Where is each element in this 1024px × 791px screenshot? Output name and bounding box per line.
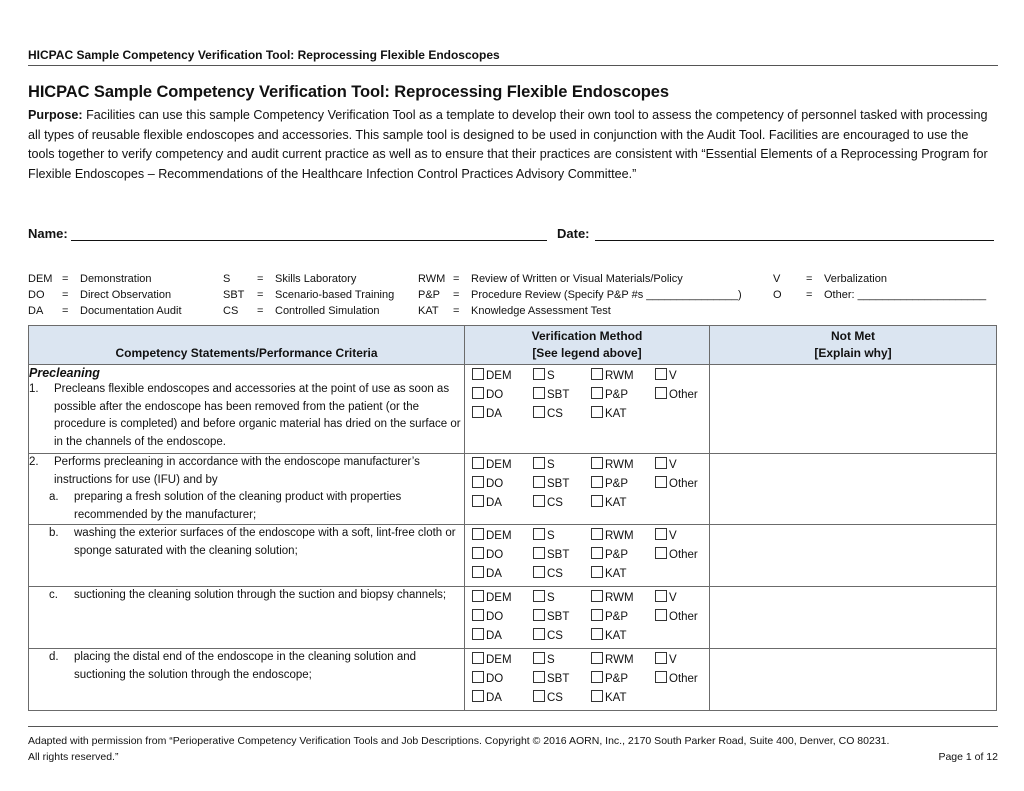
purpose-paragraph — [28, 106, 998, 184]
checkbox-icon — [533, 528, 545, 540]
checkbox-icon — [591, 547, 603, 559]
table-row — [29, 649, 997, 711]
legend-eq: = — [257, 305, 264, 317]
checkbox-icon — [533, 566, 545, 578]
method-checkbox-dem[interactable]: DEM — [472, 456, 533, 475]
section-heading: Precleaning — [29, 366, 100, 380]
method-checkbox-v[interactable]: V — [655, 367, 715, 386]
purpose-text: Facilities can use this sample Competency Verification Tool as a template to develop their own tool to assess the competency of personnel tasked with processing all types of reusable flexible endoscopes and accessories. This sample tool is designed to be used in conjunction with the Audit Tool. Facilities are encouraged to use the tools together to verify competency and audit current practice as well as to ensure that their practices are consistent with “Essential Elements of a Reprocessing Program for Flexible Endoscopes – Recommendations of the Healthcare Infection Control Practices Advisory Committee.” — [28, 108, 988, 181]
method-checkbox-cs[interactable]: CS — [533, 565, 591, 584]
checkbox-icon — [655, 609, 667, 621]
method-checkbox-sbt[interactable]: SBT — [533, 546, 591, 565]
checkbox-icon — [591, 609, 603, 621]
legend-abbr: S — [223, 273, 231, 285]
legend-abbr: CS — [223, 305, 239, 317]
method-checkbox-pp[interactable]: P&P — [591, 386, 655, 405]
table-row — [29, 454, 997, 525]
checkbox-icon — [472, 609, 484, 621]
checkbox-icon — [533, 476, 545, 488]
checkbox-icon — [472, 566, 484, 578]
method-checkbox-pp[interactable]: P&P — [591, 546, 655, 565]
method-options — [465, 587, 709, 646]
legend-eq: = — [257, 273, 264, 285]
legend-abbr: KAT — [418, 305, 439, 317]
criteria-cell — [29, 649, 465, 711]
checkbox-icon — [533, 368, 545, 380]
checkbox-icon — [472, 387, 484, 399]
method-checkbox-do[interactable]: DO — [472, 608, 533, 627]
method-checkbox-s[interactable]: S — [533, 527, 591, 546]
checkbox-icon — [472, 671, 484, 683]
method-cell — [465, 525, 710, 587]
method-checkbox-s[interactable]: S — [533, 367, 591, 386]
legend-eq: = — [62, 273, 69, 285]
table-header-row — [29, 326, 997, 365]
method-cell — [465, 649, 710, 711]
method-cell — [465, 454, 710, 525]
method-checkbox-da[interactable]: DA — [472, 627, 533, 646]
legend-desc: Verbalization — [824, 273, 887, 285]
method-checkbox-kat[interactable]: KAT — [591, 565, 655, 584]
checkbox-icon — [472, 652, 484, 664]
legend-eq: = — [62, 305, 69, 317]
checkbox-icon — [655, 457, 667, 469]
method-options — [465, 525, 709, 584]
legend-eq: = — [453, 289, 460, 301]
checkbox-icon — [591, 457, 603, 469]
page-number: Page 1 of 12 — [938, 751, 998, 763]
method-legend — [28, 271, 1008, 319]
method-checkbox-kat[interactable]: KAT — [591, 627, 655, 646]
competency-table — [28, 325, 997, 711]
criteria-cell — [29, 587, 465, 649]
checkbox-icon — [655, 547, 667, 559]
legend-row — [28, 287, 1008, 303]
method-checkbox-rwm[interactable]: RWM — [591, 456, 655, 475]
checkbox-icon — [655, 528, 667, 540]
method-checkbox-v[interactable]: V — [655, 527, 715, 546]
method-checkbox-dem[interactable]: DEM — [472, 527, 533, 546]
method-checkbox-v[interactable]: V — [655, 456, 715, 475]
checkbox-icon — [472, 368, 484, 380]
checkbox-icon — [472, 628, 484, 640]
date-input-line[interactable] — [595, 240, 994, 241]
method-checkbox-cs[interactable]: CS — [533, 405, 591, 424]
checkbox-icon — [472, 406, 484, 418]
checkbox-icon — [472, 528, 484, 540]
table-row — [29, 365, 997, 454]
legend-eq: = — [806, 273, 813, 285]
method-checkbox-da[interactable]: DA — [472, 405, 533, 424]
method-checkbox-sbt[interactable]: SBT — [533, 475, 591, 494]
checkbox-icon — [591, 628, 603, 640]
checkbox-icon — [533, 547, 545, 559]
legend-abbr: DEM — [28, 273, 53, 285]
checkbox-icon — [591, 406, 603, 418]
checkbox-icon — [472, 547, 484, 559]
name-input-line[interactable] — [71, 240, 547, 241]
method-checkbox-other[interactable]: Other — [655, 608, 715, 627]
method-checkbox-dem[interactable]: DEM — [472, 589, 533, 608]
method-checkbox-rwm[interactable]: RWM — [591, 367, 655, 386]
legend-abbr: O — [773, 289, 782, 301]
method-checkbox-kat[interactable]: KAT — [591, 405, 655, 424]
checkbox-icon — [591, 495, 603, 507]
checkbox-icon — [533, 609, 545, 621]
name-date-fields — [28, 226, 998, 244]
checkbox-icon — [472, 495, 484, 507]
notmet-cell[interactable] — [710, 525, 997, 587]
criterion-subitem: c. suctioning the cleaning solution through the suction and biopsy channels; — [49, 589, 447, 601]
legend-desc: Knowledge Assessment Test — [471, 305, 611, 317]
legend-eq: = — [62, 289, 69, 301]
method-options — [465, 649, 709, 708]
checkbox-icon — [533, 387, 545, 399]
method-checkbox-s[interactable]: S — [533, 589, 591, 608]
checkbox-icon — [591, 671, 603, 683]
criterion-subitem: a. preparing a fresh solution of the cleaning product with properties recommended by the manufacturer; — [49, 491, 402, 521]
method-checkbox-dem[interactable]: DEM — [472, 367, 533, 386]
criterion-item: 2. Performs precleaning in accordance with the endoscope manufacturer’s instructions for use (IFU) and by — [29, 456, 420, 486]
legend-abbr: P&P — [418, 289, 441, 301]
criteria-cell — [29, 454, 465, 525]
method-checkbox-da[interactable]: DA — [472, 494, 533, 513]
method-checkbox-kat[interactable]: KAT — [591, 689, 655, 708]
footer-divider — [28, 726, 998, 727]
method-checkbox-rwm[interactable]: RWM — [591, 651, 655, 670]
date-label: Date: — [557, 226, 590, 241]
document-title: HICPAC Sample Competency Verification Tool: Reprocessing Flexible Endoscopes — [28, 83, 669, 101]
checkbox-icon — [472, 476, 484, 488]
criterion-item: 1. Precleans flexible endoscopes and accessories at the point of use as soon as possible after the endoscope has been removed from the patient (or the procedure is completed) and before organic material has dried on the surface or in the channels of the endoscope. — [29, 383, 461, 448]
legend-desc: Demonstration — [80, 273, 152, 285]
method-cell — [465, 365, 710, 454]
checkbox-icon — [533, 457, 545, 469]
checkbox-icon — [472, 457, 484, 469]
method-checkbox-v[interactable]: V — [655, 651, 715, 670]
method-checkbox-da[interactable]: DA — [472, 565, 533, 584]
legend-eq: = — [453, 273, 460, 285]
checkbox-icon — [472, 690, 484, 702]
method-checkbox-do[interactable]: DO — [472, 475, 533, 494]
legend-abbr: RWM — [418, 273, 446, 285]
method-checkbox-dem[interactable]: DEM — [472, 651, 533, 670]
legend-desc: Scenario-based Training — [275, 289, 395, 301]
checkbox-icon — [533, 671, 545, 683]
method-checkbox-cs[interactable]: CS — [533, 689, 591, 708]
criteria-cell — [29, 365, 465, 454]
header-divider — [28, 65, 998, 66]
checkbox-icon — [655, 671, 667, 683]
method-checkbox-s[interactable]: S — [533, 456, 591, 475]
method-checkbox-pp[interactable]: P&P — [591, 608, 655, 627]
legend-desc: Review of Written or Visual Materials/Policy — [471, 273, 683, 285]
criteria-header: Competency Statements/Performance Criteria — [29, 326, 465, 365]
checkbox-icon — [533, 590, 545, 602]
checkbox-icon — [591, 590, 603, 602]
criterion-subitem: d. placing the distal end of the endoscope in the cleaning solution and suctioning the solution through the endoscope; — [49, 651, 417, 681]
checkbox-icon — [591, 566, 603, 578]
checkbox-icon — [533, 628, 545, 640]
notmet-cell[interactable] — [710, 365, 997, 454]
notmet-cell[interactable] — [710, 454, 997, 525]
method-checkbox-other[interactable]: Other — [655, 386, 715, 405]
checkbox-icon — [591, 476, 603, 488]
checkbox-icon — [655, 476, 667, 488]
legend-eq: = — [257, 289, 264, 301]
checkbox-icon — [533, 652, 545, 664]
legend-row — [28, 271, 1008, 287]
checkbox-icon — [655, 590, 667, 602]
legend-abbr: SBT — [223, 289, 245, 301]
method-checkbox-other[interactable]: Other — [655, 546, 715, 565]
footer-citation: Adapted with permission from “Perioperative Competency Verification Tools and Job Descriptions. Copyright © 2016 AORN, Inc., 2170 South Parker Road, Suite 400, Denver, CO 80231. — [28, 735, 890, 747]
method-options — [465, 365, 709, 424]
legend-desc: Procedure Review (Specify P&P #s _______________) — [471, 289, 742, 301]
checkbox-icon — [533, 406, 545, 418]
legend-abbr: V — [773, 273, 781, 285]
method-checkbox-other[interactable]: Other — [655, 670, 715, 689]
method-checkbox-do[interactable]: DO — [472, 386, 533, 405]
method-checkbox-cs[interactable]: CS — [533, 494, 591, 513]
criterion-subitem: b. washing the exterior surfaces of the endoscope with a soft, lint-free cloth or sponge saturated with the cleaning solution; — [49, 527, 456, 557]
legend-desc: Controlled Simulation — [275, 305, 380, 317]
checkbox-icon — [533, 495, 545, 507]
legend-eq: = — [453, 305, 460, 317]
checkbox-icon — [591, 652, 603, 664]
notmet-cell[interactable] — [710, 587, 997, 649]
checkbox-icon — [591, 690, 603, 702]
method-checkbox-other[interactable]: Other — [655, 475, 715, 494]
legend-desc: Documentation Audit — [80, 305, 182, 317]
criteria-cell — [29, 525, 465, 587]
notmet-cell[interactable] — [710, 649, 997, 711]
method-checkbox-cs[interactable]: CS — [533, 627, 591, 646]
name-label: Name: — [28, 226, 68, 241]
method-checkbox-sbt[interactable]: SBT — [533, 670, 591, 689]
footer — [28, 733, 998, 765]
method-checkbox-do[interactable]: DO — [472, 670, 533, 689]
table-row — [29, 525, 997, 587]
method-checkbox-sbt[interactable]: SBT — [533, 386, 591, 405]
footer-rights: All rights reserved.” — [28, 751, 119, 763]
legend-abbr: DA — [28, 305, 44, 317]
purpose-label: Purpose: — [28, 108, 83, 122]
method-checkbox-sbt[interactable]: SBT — [533, 608, 591, 627]
legend-row — [28, 303, 1008, 319]
table-row — [29, 587, 997, 649]
method-checkbox-kat[interactable]: KAT — [591, 494, 655, 513]
checkbox-icon — [591, 387, 603, 399]
method-checkbox-pp[interactable]: P&P — [591, 670, 655, 689]
method-header: Verification Method [See legend above] — [465, 326, 710, 365]
checkbox-icon — [655, 368, 667, 380]
legend-abbr: DO — [28, 289, 45, 301]
method-checkbox-pp[interactable]: P&P — [591, 475, 655, 494]
notmet-header: Not Met [Explain why] — [710, 326, 997, 365]
legend-desc: Other: _____________________ — [824, 289, 987, 301]
checkbox-icon — [533, 690, 545, 702]
legend-desc: Direct Observation — [80, 289, 172, 301]
legend-desc: Skills Laboratory — [275, 273, 357, 285]
method-checkbox-rwm[interactable]: RWM — [591, 527, 655, 546]
method-cell — [465, 587, 710, 649]
method-checkbox-s[interactable]: S — [533, 651, 591, 670]
running-header: HICPAC Sample Competency Verification Tool: Reprocessing Flexible Endoscopes — [28, 48, 500, 62]
checkbox-icon — [655, 652, 667, 664]
method-checkbox-v[interactable]: V — [655, 589, 715, 608]
checkbox-icon — [655, 387, 667, 399]
checkbox-icon — [591, 528, 603, 540]
method-checkbox-rwm[interactable]: RWM — [591, 589, 655, 608]
checkbox-icon — [472, 590, 484, 602]
method-checkbox-da[interactable]: DA — [472, 689, 533, 708]
checkbox-icon — [591, 368, 603, 380]
method-checkbox-do[interactable]: DO — [472, 546, 533, 565]
method-options — [465, 454, 709, 513]
legend-eq: = — [806, 289, 813, 301]
